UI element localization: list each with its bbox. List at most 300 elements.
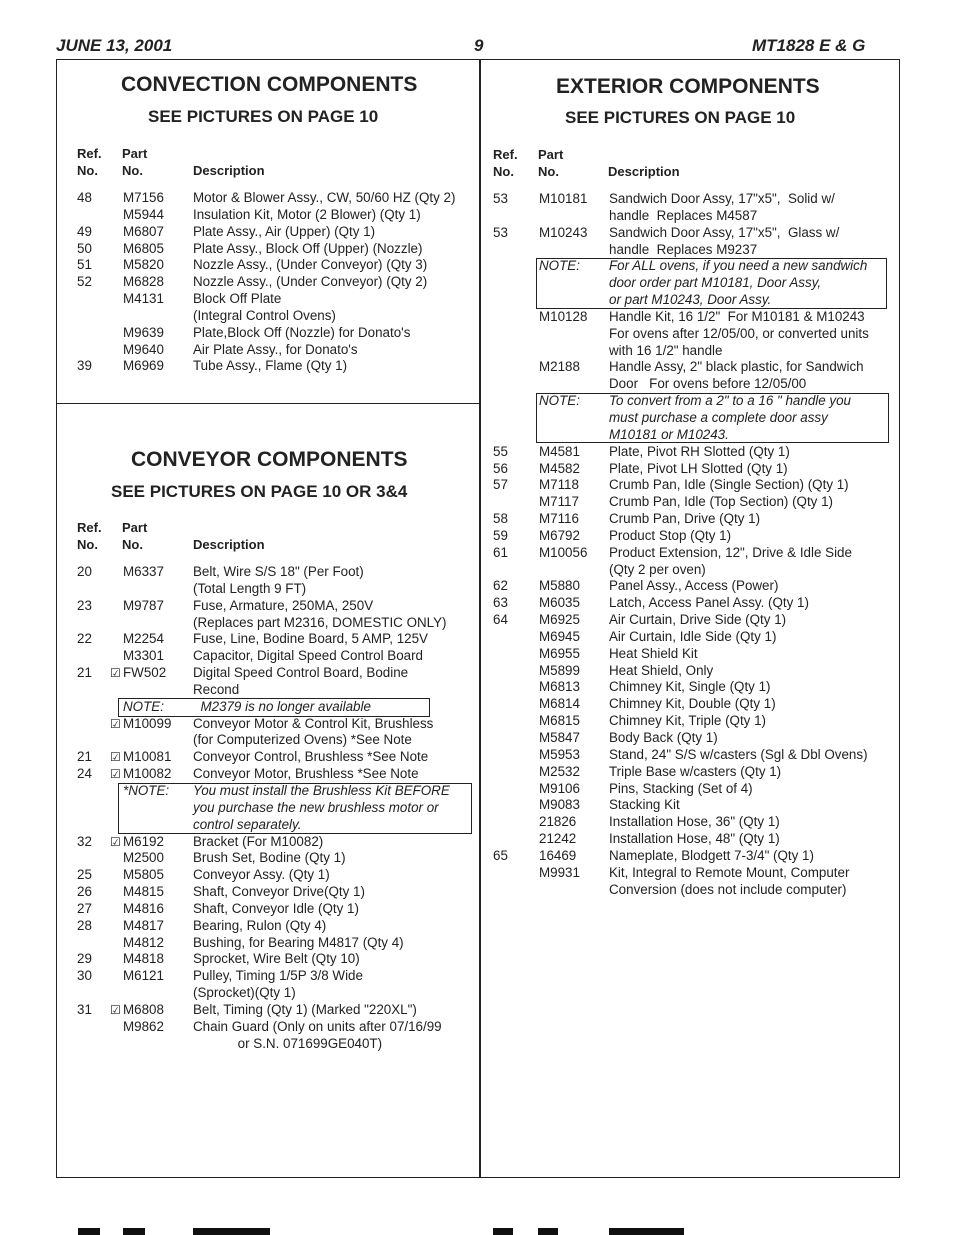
checkbox-icon	[526, 578, 539, 595]
part-description: Tube Assy., Flame (Qty 1)	[193, 358, 348, 374]
part-number	[539, 882, 609, 899]
part-row	[77, 615, 472, 632]
part-description: Bracket (For M10082)	[193, 833, 324, 849]
checkbox-icon	[526, 612, 539, 629]
part-number: *NOTE:	[123, 782, 170, 798]
part-description: door order part M10181, Door Assy,	[609, 275, 822, 291]
part-number	[539, 376, 609, 393]
part-number: M6969	[123, 358, 164, 374]
ref-number: 53	[493, 224, 508, 240]
part-number: M9106	[539, 780, 580, 796]
part-number	[539, 242, 609, 259]
section-divider	[56, 403, 480, 404]
part-row	[77, 951, 472, 968]
part-row	[493, 595, 893, 612]
part-row	[493, 848, 893, 865]
ref-number	[493, 258, 526, 275]
checkbox-icon: ☑	[110, 834, 121, 849]
checkbox-icon	[526, 764, 539, 781]
part-description: (for Computerized Ovens) *See Note	[193, 732, 412, 748]
part-description: Fuse, Armature, 250MA, 250V	[193, 597, 374, 613]
col-desc-header: Description	[608, 164, 680, 179]
part-row	[77, 564, 472, 581]
part-description: (Sprocket)(Qty 1)	[193, 985, 296, 1001]
checkbox-icon	[526, 713, 539, 730]
ref-number: 57	[493, 477, 508, 493]
part-number: M10082	[123, 766, 172, 782]
part-row	[493, 376, 893, 393]
part-row	[493, 747, 893, 764]
column-divider	[479, 59, 481, 1178]
ref-number: 29	[77, 951, 92, 967]
checkbox-icon	[526, 477, 539, 494]
part-number: M6792	[539, 527, 580, 543]
part-description: Sandwich Door Assy, 17"x5", Glass w/	[609, 224, 840, 240]
ref-number	[493, 882, 526, 899]
part-description: Kit, Integral to Remote Mount, Computer	[609, 864, 850, 880]
part-number: M2532	[539, 763, 580, 779]
page-mark	[123, 1228, 145, 1235]
ref-number	[493, 208, 526, 225]
checkbox-icon	[526, 814, 539, 831]
part-row	[493, 461, 893, 478]
ref-number	[77, 1036, 110, 1053]
ref-number: 55	[493, 443, 508, 459]
part-description: Crumb Pan, Drive (Qty 1)	[609, 511, 761, 527]
page-mark	[493, 1228, 513, 1235]
ref-number	[77, 581, 110, 598]
part-number: M5953	[539, 746, 580, 762]
checkbox-icon	[110, 564, 123, 581]
part-number: M2500	[123, 850, 164, 866]
checkbox-icon	[526, 797, 539, 814]
part-number	[539, 343, 609, 360]
part-description: To convert from a 2" to a 16 " handle you	[609, 393, 852, 409]
ref-number	[493, 343, 526, 360]
part-number: M7118	[539, 477, 579, 493]
part-description: Brush Set, Bodine (Qty 1)	[193, 850, 346, 866]
col-desc-header: Description	[193, 163, 265, 178]
ref-number: 27	[77, 900, 92, 916]
ref-number	[493, 831, 526, 848]
part-row	[77, 918, 472, 935]
part-description: Conveyor Motor, Brushless *See Note	[193, 766, 419, 782]
ref-number	[493, 326, 526, 343]
checkbox-icon	[110, 308, 123, 325]
ref-number	[493, 814, 526, 831]
part-number: M5847	[539, 730, 580, 745]
part-description: Bushing, for Bearing M4817 (Qty 4)	[193, 934, 404, 950]
part-description: Crumb Pan, Idle (Top Section) (Qty 1)	[609, 494, 834, 510]
checkbox-icon: ☑	[110, 767, 121, 782]
part-row	[77, 884, 472, 901]
ref-number	[493, 747, 526, 764]
part-row	[77, 207, 472, 224]
checkbox-icon	[526, 343, 539, 360]
ref-number	[77, 648, 110, 665]
checkbox-icon	[526, 444, 539, 461]
part-description: Door For ovens before 12/05/00	[609, 376, 807, 392]
part-row	[77, 682, 472, 699]
part-description: Digital Speed Control Board, Bodine	[193, 665, 409, 681]
part-description: Stacking Kit	[609, 797, 680, 813]
checkbox-icon	[526, 848, 539, 865]
part-row	[77, 291, 472, 308]
checkbox-icon	[110, 615, 123, 632]
ref-number	[493, 730, 526, 747]
col-part-header: Part No.	[122, 520, 148, 552]
part-row	[493, 326, 893, 343]
part-number: M6807	[123, 223, 164, 239]
part-row	[493, 781, 893, 798]
exterior-subtitle: SEE PICTURES ON PAGE 10	[565, 108, 796, 127]
part-number: 21242	[539, 831, 577, 847]
ref-number	[493, 242, 526, 259]
checkbox-icon	[110, 581, 123, 598]
part-number: M9862	[123, 1018, 164, 1034]
part-number: M6945	[539, 628, 580, 644]
ref-number	[77, 850, 110, 867]
part-description: Nozzle Assy., (Under Conveyor) (Qty 3)	[193, 257, 428, 273]
part-description: with 16 1/2" handle	[609, 342, 723, 358]
ref-number	[77, 682, 110, 699]
checkbox-icon	[110, 682, 123, 699]
checkbox-icon	[526, 191, 539, 208]
checkbox-icon	[110, 224, 123, 241]
ref-number: 30	[77, 968, 92, 984]
part-row	[493, 764, 893, 781]
ref-number: 50	[77, 240, 92, 256]
header-model: MT1828 E & G	[752, 36, 866, 55]
part-description: handle Replaces M9237	[609, 241, 758, 257]
part-description: You must install the Brushless Kit BEFORE	[193, 782, 450, 798]
part-number: M6808	[123, 1001, 164, 1017]
checkbox-icon	[526, 882, 539, 899]
part-row	[493, 831, 893, 848]
part-description: Installation Hose, 36" (Qty 1)	[609, 814, 780, 830]
part-row	[77, 766, 472, 783]
checkbox-icon	[526, 595, 539, 612]
ref-number: 56	[493, 460, 508, 476]
ref-number	[493, 562, 526, 579]
part-row	[77, 901, 472, 918]
ref-number: 64	[493, 612, 508, 628]
part-description: Panel Assy., Access (Power)	[609, 578, 779, 594]
part-description: Body Back (Qty 1)	[609, 730, 718, 745]
checkbox-icon	[110, 325, 123, 342]
part-number: M6121	[123, 968, 164, 984]
part-row	[77, 716, 472, 733]
part-row	[493, 663, 893, 680]
part-number: M6955	[539, 645, 580, 661]
col-part-header: Part No.	[122, 146, 148, 178]
part-number: M6337	[123, 564, 164, 579]
ref-number: 26	[77, 884, 92, 900]
part-row	[493, 679, 893, 696]
col-desc-header: Description	[193, 537, 265, 552]
ref-number	[77, 1019, 110, 1036]
part-number: M4582	[539, 460, 580, 476]
ref-number: 49	[77, 223, 92, 239]
part-row	[493, 511, 893, 528]
part-number: M9640	[123, 341, 164, 357]
part-number: NOTE:	[123, 698, 164, 714]
ref-number	[77, 817, 110, 834]
checkbox-icon	[526, 562, 539, 579]
checkbox-icon	[526, 747, 539, 764]
part-description: Plate, Pivot RH Slotted (Qty 1)	[609, 443, 790, 459]
checkbox-icon	[110, 241, 123, 258]
part-number: M10099	[123, 715, 172, 731]
page-number: 9	[474, 36, 484, 55]
ref-number	[493, 764, 526, 781]
note-box	[536, 258, 887, 309]
part-number: M9083	[539, 797, 580, 813]
part-description: Capacitor, Digital Speed Control Board	[193, 648, 424, 664]
part-row	[77, 1019, 472, 1036]
part-row	[77, 224, 472, 241]
part-row	[77, 325, 472, 342]
checkbox-icon	[526, 494, 539, 511]
part-number: M10081	[123, 749, 172, 765]
checkbox-icon	[110, 648, 123, 665]
ref-number: 48	[77, 190, 92, 205]
checkbox-icon	[526, 696, 539, 713]
part-number: M4812	[123, 934, 164, 950]
part-description: Conveyor Assy. (Qty 1)	[193, 867, 330, 883]
part-description: Plate,Block Off (Nozzle) for Donato's	[193, 324, 411, 340]
checkbox-icon	[110, 951, 123, 968]
part-row	[493, 629, 893, 646]
part-description: (Total Length 9 FT)	[193, 580, 307, 596]
checkbox-icon	[110, 257, 123, 274]
part-number: M6035	[539, 595, 580, 611]
part-row	[493, 545, 893, 562]
ref-number	[77, 985, 110, 1002]
page-mark	[609, 1228, 684, 1235]
ref-number	[493, 679, 526, 696]
checkbox-icon	[526, 242, 539, 259]
part-description: control separately.	[193, 816, 302, 832]
convection-title: CONVECTION COMPONENTS	[121, 73, 418, 96]
col-ref-header: Ref. No.	[77, 520, 102, 552]
ref-number	[77, 699, 110, 716]
ref-number: 52	[77, 274, 92, 290]
part-row	[77, 935, 472, 952]
part-row	[493, 882, 893, 899]
part-description: Belt, Wire S/S 18" (Per Foot)	[193, 564, 364, 579]
ref-number: 31	[77, 1001, 92, 1017]
part-row	[77, 581, 472, 598]
part-number: M6805	[123, 240, 164, 256]
ref-number	[77, 308, 110, 325]
checkbox-icon	[110, 935, 123, 952]
part-row	[77, 274, 472, 291]
checkbox-icon	[110, 1019, 123, 1036]
part-row	[77, 1036, 472, 1053]
part-description: Handle Assy, 2" black plastic, for Sandwich	[609, 359, 864, 375]
ref-number	[493, 275, 526, 292]
part-row	[493, 612, 893, 629]
ref-number: 32	[77, 833, 92, 849]
part-description: Block Off Plate	[193, 291, 282, 307]
ref-number	[77, 325, 110, 342]
part-number: 21826	[539, 814, 577, 830]
part-number: M5899	[539, 662, 580, 678]
ref-number: 24	[77, 766, 92, 782]
part-row	[493, 797, 893, 814]
ref-number	[493, 713, 526, 730]
ref-number	[493, 781, 526, 798]
ref-number: 23	[77, 597, 92, 613]
part-number: M4581	[539, 443, 580, 459]
page-mark	[538, 1228, 558, 1235]
part-row	[77, 257, 472, 274]
part-row	[493, 309, 893, 326]
part-number: M7156	[123, 190, 164, 205]
part-number: M4818	[123, 951, 164, 967]
part-description: Conversion (does not include computer)	[609, 881, 847, 897]
part-row	[77, 867, 472, 884]
ref-number	[493, 376, 526, 393]
part-row	[493, 528, 893, 545]
part-number: M7117	[539, 494, 579, 510]
checkbox-icon	[526, 225, 539, 242]
part-description: Shaft, Conveyor Idle (Qty 1)	[193, 900, 359, 916]
part-number: M4131	[123, 291, 164, 307]
ref-number	[493, 427, 526, 444]
checkbox-icon	[526, 359, 539, 376]
checkbox-icon	[110, 207, 123, 224]
ref-number: 22	[77, 631, 92, 647]
ref-number: 51	[77, 257, 92, 273]
part-row	[493, 730, 893, 747]
part-description: Crumb Pan, Idle (Single Section) (Qty 1)	[609, 477, 849, 493]
ref-number	[493, 646, 526, 663]
part-description: Handle Kit, 16 1/2" For M10181 & M10243	[609, 308, 865, 324]
part-number	[539, 562, 609, 579]
part-description: Belt, Timing (Qty 1) (Marked "220XL")	[193, 1001, 417, 1017]
checkbox-icon	[110, 850, 123, 867]
part-number	[123, 682, 193, 699]
part-number: M9639	[123, 324, 164, 340]
checkbox-icon	[110, 901, 123, 918]
part-number: M3301	[123, 648, 164, 664]
part-description: Chimney Kit, Triple (Qty 1)	[609, 713, 767, 729]
ref-number: 58	[493, 511, 508, 527]
part-number: M6925	[539, 612, 580, 628]
part-description: Product Stop (Qty 1)	[609, 527, 732, 543]
ref-number: 63	[493, 595, 508, 611]
part-number	[123, 732, 193, 749]
ref-number: 21	[77, 749, 92, 765]
part-number: NOTE:	[539, 393, 580, 409]
checkbox-icon	[526, 730, 539, 747]
checkbox-icon	[526, 545, 539, 562]
part-description: Nozzle Assy., (Under Conveyor) (Qty 2)	[193, 274, 428, 290]
part-description: Air Plate Assy., for Donato's	[193, 341, 358, 357]
part-number: M5880	[539, 578, 580, 594]
part-row	[493, 865, 893, 882]
part-description: Stand, 24" S/S w/casters (Sgl & Dbl Ovens)	[609, 746, 868, 762]
note-box	[118, 783, 472, 834]
ref-number	[77, 935, 110, 952]
checkbox-icon	[526, 629, 539, 646]
checkbox-icon: ☑	[110, 750, 121, 765]
convection-parts-list	[77, 190, 472, 375]
checkbox-icon	[110, 1036, 123, 1053]
ref-number	[77, 342, 110, 359]
ref-number	[77, 615, 110, 632]
part-description: For ovens after 12/05/00, or converted units	[609, 325, 869, 341]
part-description: M10181 or M10243.	[609, 426, 729, 442]
checkbox-icon: ☑	[110, 716, 121, 731]
ref-number	[493, 309, 526, 326]
exterior-title: EXTERIOR COMPONENTS	[556, 75, 820, 98]
part-number: M6192	[123, 833, 164, 849]
part-number: M10243	[539, 224, 588, 240]
part-number	[123, 1036, 193, 1053]
part-row	[493, 814, 893, 831]
part-description: Air Curtain, Idle Side (Qty 1)	[609, 628, 777, 644]
part-row	[493, 562, 893, 579]
checkbox-icon	[110, 985, 123, 1002]
part-number: M2254	[123, 631, 164, 647]
part-description: (Integral Control Ovens)	[193, 307, 336, 323]
ref-number	[77, 291, 110, 308]
part-row	[77, 665, 472, 682]
part-row	[493, 444, 893, 461]
part-description: Chain Guard (Only on units after 07/16/99	[193, 1018, 442, 1034]
checkbox-icon	[110, 867, 123, 884]
checkbox-icon	[526, 865, 539, 882]
checkbox-icon	[526, 663, 539, 680]
part-description: Recond	[193, 681, 240, 697]
part-description: Bearing, Rulon (Qty 4)	[193, 917, 327, 933]
ref-number	[493, 797, 526, 814]
checkbox-icon	[526, 781, 539, 798]
part-row	[493, 242, 893, 259]
part-row	[493, 225, 893, 242]
checkbox-icon: ☑	[110, 666, 121, 681]
part-row	[77, 241, 472, 258]
part-number: 16469	[539, 847, 577, 863]
part-number	[539, 326, 609, 343]
part-number	[123, 581, 193, 598]
part-number: M6815	[539, 713, 580, 729]
checkbox-icon	[110, 358, 123, 375]
part-row	[493, 713, 893, 730]
checkbox-icon	[526, 679, 539, 696]
part-row	[77, 1002, 472, 1019]
part-row	[493, 696, 893, 713]
checkbox-icon	[110, 291, 123, 308]
part-number: M9787	[123, 597, 164, 613]
part-row	[77, 968, 472, 985]
part-description: Plate Assy., Block Off (Upper) (Nozzle)	[193, 240, 423, 256]
ref-number: 28	[77, 917, 92, 933]
part-row	[77, 648, 472, 665]
part-description: Plate Assy., Air (Upper) (Qty 1)	[193, 223, 376, 239]
part-description: or S.N. 071699GE040T)	[193, 1035, 383, 1051]
part-row	[77, 342, 472, 359]
part-row	[493, 191, 893, 208]
checkbox-icon	[110, 274, 123, 291]
part-description: Conveyor Control, Brushless *See Note	[193, 749, 429, 765]
part-row	[493, 359, 893, 376]
checkbox-icon	[526, 511, 539, 528]
part-description: Sprocket, Wire Belt (Qty 10)	[193, 951, 360, 967]
